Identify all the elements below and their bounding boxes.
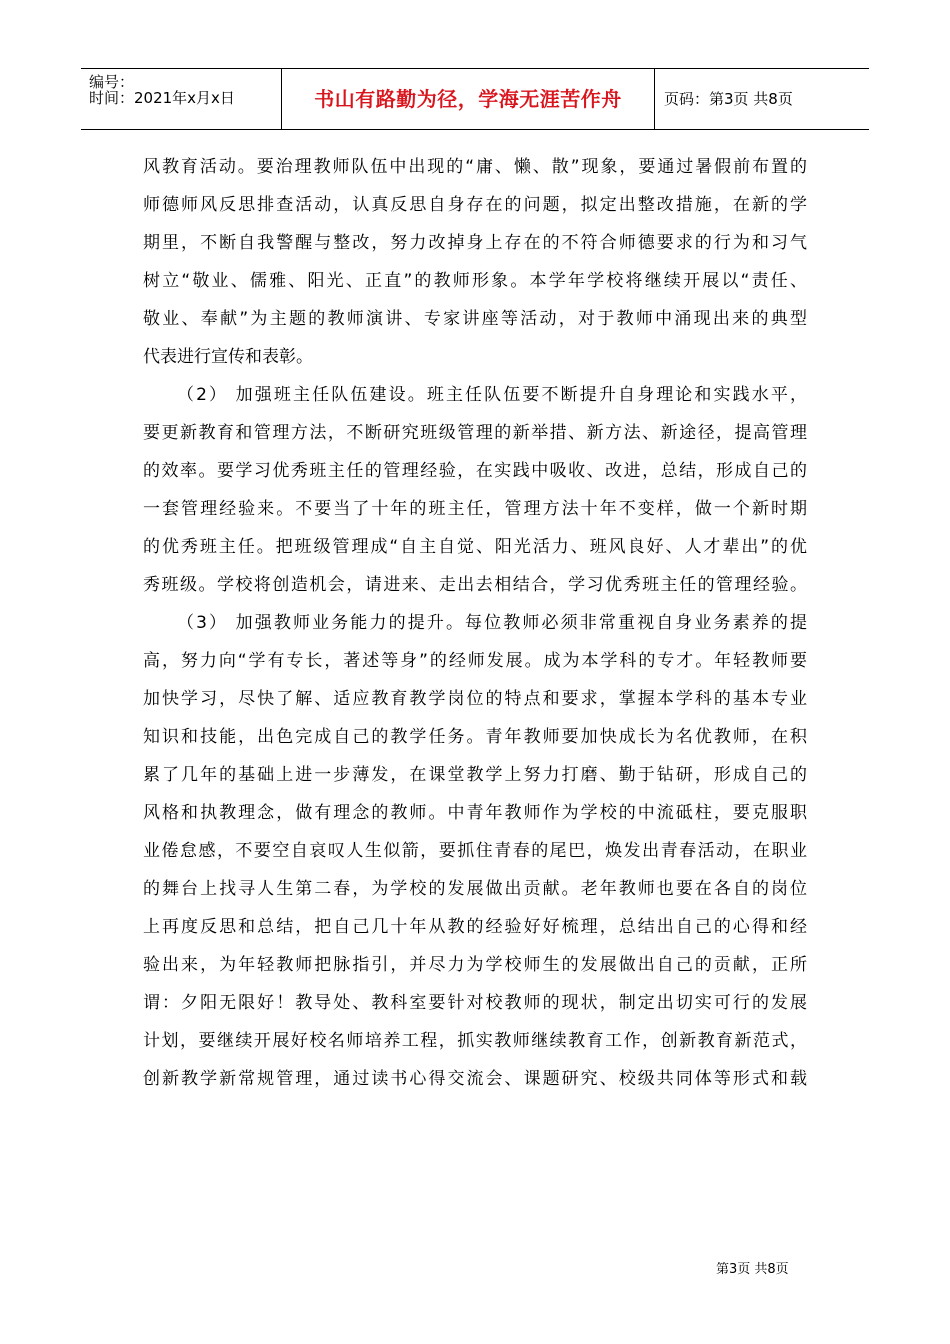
- text-line: 风格和执教理念，做有理念的教师。中青年教师作为学校的中流砥柱，要克服职: [143, 803, 807, 823]
- page-footer-number: 第3页 共8页: [716, 1262, 789, 1277]
- text-line: 的舞台上找寻人生第二春，为学校的发展做出贡献。老年教师也要在各自的岗位: [143, 879, 807, 899]
- page-header: [81, 68, 869, 130]
- text-line: 验出来，为年轻教师把脉指引，并尽力为学校师生的发展做出自己的贡献，正所: [143, 955, 807, 975]
- text-line: 代表进行宣传和表彰。: [143, 347, 313, 367]
- text-line: 树立“敬业、儒雅、阳光、正直”的教师形象。本学年学校将继续开展以“责任、: [143, 271, 807, 291]
- text-line: 加快学习，尽快了解、适应教育教学岗位的特点和要求，掌握本学科的基本专业: [143, 689, 807, 709]
- text-line: 期里，不断自我警醒与整改，努力改掉身上存在的不符合师德要求的行为和习气: [143, 233, 807, 253]
- header-motto-cell: [281, 69, 655, 129]
- document-body: [143, 148, 807, 1098]
- text-line: 创新教学新常规管理，通过读书心得交流会、课题研究、校级共同体等形式和载: [143, 1069, 807, 1089]
- header-meta: [81, 69, 281, 129]
- header-page-number: 页码：第3页 共8页: [664, 90, 793, 108]
- text-line: 要更新教育和管理方法，不断研究班级管理的新举措、新方法、新途径，提高管理: [143, 423, 807, 443]
- document-date-label: 时间：2021年x月x日: [89, 89, 235, 107]
- text-line: 敬业、奉献”为主题的教师演讲、专家讲座等活动，对于教师中涌现出来的典型: [143, 309, 807, 329]
- text-line: 业倦怠感，不要空自哀叹人生似箭，要抓住青春的尾巴，焕发出青春活动，在职业: [143, 841, 807, 861]
- paragraph-start-line: （2） 加强班主任队伍建设。班主任队伍要不断提升自身理论和实践水平，: [177, 385, 807, 405]
- document-number-label: 编号：: [89, 73, 135, 91]
- text-line: 风教育活动。要治理教师队伍中出现的“庸、懒、散”现象，要通过暑假前布置的: [143, 157, 807, 177]
- text-line: 谓：夕阳无限好！教导处、教科室要针对校教师的现状，制定出切实可行的发展: [143, 993, 807, 1013]
- text-line: 累了几年的基础上进一步薄发，在课堂教学上努力打磨、勤于钻研，形成自己的: [143, 765, 807, 785]
- text-line: 一套管理经验来。不要当了十年的班主任，管理方法十年不变样，做一个新时期: [143, 499, 807, 519]
- text-line: 师德师风反思排查活动，认真反思自身存在的问题，拟定出整改措施，在新的学: [143, 195, 807, 215]
- text-line: 知识和技能，出色完成自己的教学任务。青年教师要加快成长为名优教师，在积: [143, 727, 807, 747]
- text-line: 秀班级。学校将创造机会，请进来、走出去相结合，学习优秀班主任的管理经验。: [143, 575, 807, 595]
- text-line: 高，努力向“学有专长，著述等身”的经师发展。成为本学科的专才。年轻教师要: [143, 651, 807, 671]
- text-line: 计划，要继续开展好校名师培养工程，抓实教师继续教育工作，创新教育新范式，: [143, 1031, 807, 1051]
- text-line: 的效率。要学习优秀班主任的管理经验，在实践中吸收、改进，总结，形成自己的: [143, 461, 807, 481]
- motto-text: 书山有路勤为径，学海无涯苦作舟: [314, 87, 622, 111]
- text-line: 上再度反思和总结，把自己几十年从教的经验好好梳理，总结出自己的心得和经: [143, 917, 807, 937]
- text-line: 的优秀班主任。把班级管理成“自主自觉、阳光活力、班风良好、人才辈出”的优: [143, 537, 807, 557]
- paragraph-start-line: （3） 加强教师业务能力的提升。每位教师必须非常重视自身业务素养的提: [177, 613, 807, 633]
